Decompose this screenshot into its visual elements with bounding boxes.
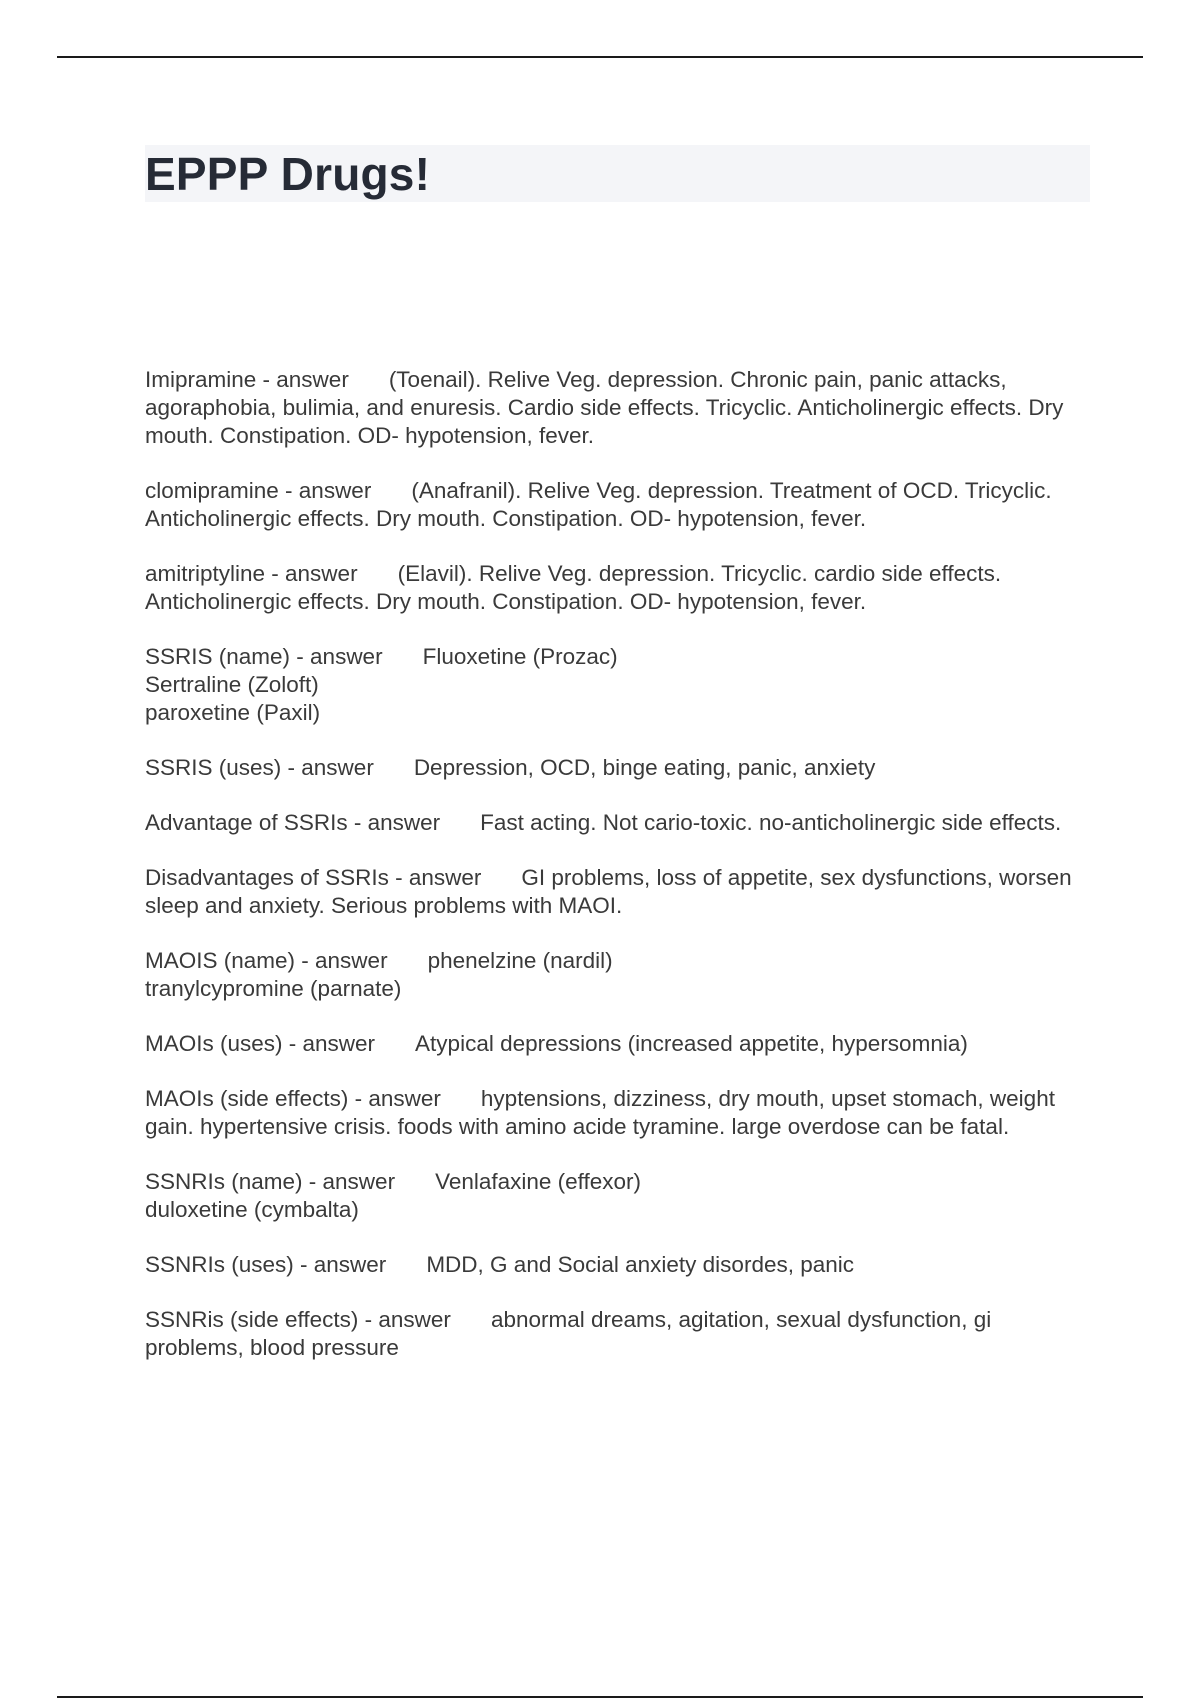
flashcard-definition: abnormal dreams, agitation, sexual dysfunction, gi problems, blood pressure bbox=[145, 1307, 992, 1360]
flashcard-definition: hyptensions, dizziness, dry mouth, upset stomach, weight gain. hypertensive crisis. foods with amino acide tyramine. large overdose can be fatal. bbox=[145, 1086, 1055, 1139]
flashcard bbox=[145, 366, 1090, 450]
flashcard-term: Advantage of SSRIs - answer bbox=[145, 810, 441, 835]
flashcard bbox=[145, 1306, 1090, 1362]
flashcard-term: amitriptyline - answer bbox=[145, 561, 358, 586]
flashcard bbox=[145, 643, 1090, 727]
flashcard-definition: (Elavil). Relive Veg. depression. Tricyclic. cardio side effects. Anticholinergic effects. Dry mouth. Constipation. OD- hypotension, fever. bbox=[145, 561, 1002, 614]
flashcard bbox=[145, 754, 1090, 782]
flashcard-term: SSNRIs (uses) - answer bbox=[145, 1252, 387, 1277]
flashcard-term: SSRIS (name) - answer bbox=[145, 644, 383, 669]
flashcard-term: Imipramine - answer bbox=[145, 367, 349, 392]
flashcard-definition: Depression, OCD, binge eating, panic, anxiety bbox=[413, 755, 876, 780]
flashcard-definition: GI problems, loss of appetite, sex dysfunctions, worsen sleep and anxiety. Serious problems with MAOI. bbox=[145, 865, 1072, 918]
flashcard-term: Disadvantages of SSRIs - answer bbox=[145, 865, 482, 890]
flashcard-list bbox=[145, 366, 1090, 1389]
flashcard-definition: (Anafranil). Relive Veg. depression. Treatment of OCD. Tricyclic. Anticholinergic effects. Dry mouth. Constipation. OD- hypotension, fever. bbox=[145, 478, 1052, 531]
flashcard-term: clomipramine - answer bbox=[145, 478, 372, 503]
flashcard bbox=[145, 864, 1090, 920]
flashcard bbox=[145, 809, 1090, 837]
flashcard bbox=[145, 1251, 1090, 1279]
flashcard bbox=[145, 1085, 1090, 1141]
flashcard-term: SSNRis (side effects) - answer bbox=[145, 1307, 451, 1332]
bottom-rule bbox=[57, 1696, 1143, 1698]
flashcard-definition: MDD, G and Social anxiety disordes, panic bbox=[426, 1252, 855, 1277]
flashcard bbox=[145, 477, 1090, 533]
flashcard-definition: (Toenail). Relive Veg. depression. Chronic pain, panic attacks, agoraphobia, bulimia, and enuresis. Cardio side effects. Tricyclic. Anticholinergic effects. Dry mouth. Constipation. OD- hypotension, fever. bbox=[145, 367, 1064, 448]
flashcard-definition: phenelzine (nardil) tranylcypromine (parnate) bbox=[145, 948, 613, 1001]
flashcard-definition: Atypical depressions (increased appetite, hypersomnia) bbox=[415, 1031, 968, 1056]
flashcard-term: MAOIs (uses) - answer bbox=[145, 1031, 376, 1056]
flashcard-definition: Fluoxetine (Prozac) Sertraline (Zoloft) paroxetine (Paxil) bbox=[145, 644, 618, 725]
flashcard-term: SSNRIs (name) - answer bbox=[145, 1169, 396, 1194]
flashcard bbox=[145, 560, 1090, 616]
flashcard-term: MAOIs (side effects) - answer bbox=[145, 1086, 441, 1111]
flashcard-definition: Fast acting. Not cario-toxic. no-anticholinergic side effects. bbox=[480, 810, 1062, 835]
flashcard bbox=[145, 947, 1090, 1003]
flashcard-definition: Venlafaxine (effexor) duloxetine (cymbalta) bbox=[145, 1169, 642, 1222]
flashcard bbox=[145, 1030, 1090, 1058]
flashcard bbox=[145, 1168, 1090, 1224]
page-title: EPPP Drugs! bbox=[145, 148, 431, 200]
flashcard-term: MAOIS (name) - answer bbox=[145, 948, 388, 973]
flashcard-term: SSRIS (uses) - answer bbox=[145, 755, 374, 780]
top-rule bbox=[57, 56, 1143, 58]
